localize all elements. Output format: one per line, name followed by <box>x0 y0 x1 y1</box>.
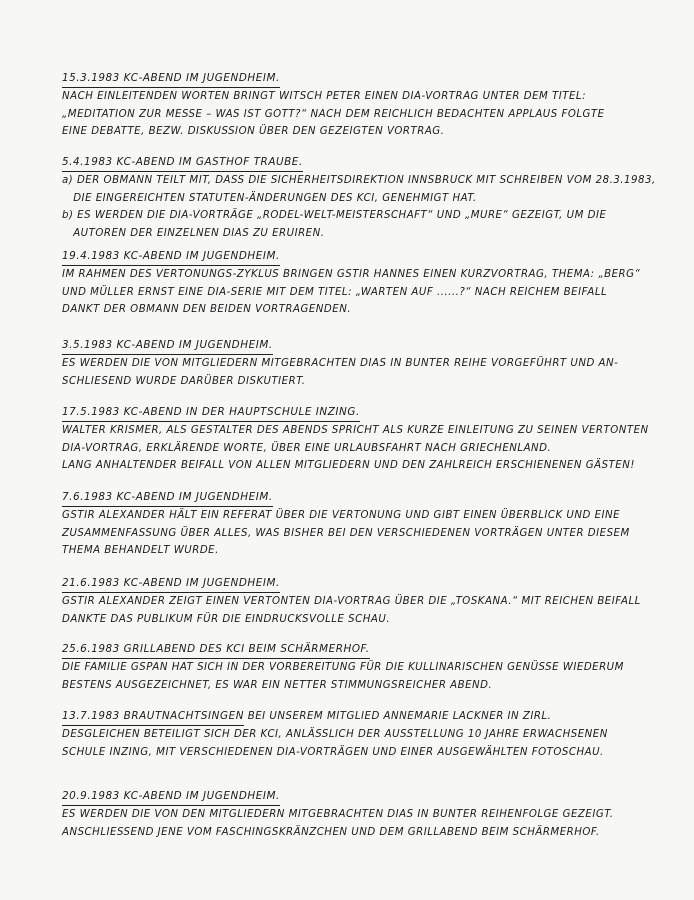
entry-text-line: GSTIR ALEXANDER HÄLT EIN REFERAT ÜBER DIE VERTONUNG UND GIBT EINEN ÜBERBLICK UND EINE <box>62 510 621 521</box>
entry-text-line: ZUSAMMENFASSUNG ÜBER ALLES, WAS BISHER BEI DEN VERSCHIEDENEN VORTRÄGEN UNTER DIESEM <box>62 527 630 539</box>
entry-text-line: a) DER OBMANN TEILT MIT, DASS DIE SICHERHEITSDIREKTION INNSBRUCK MIT SCHREIBEN VOM 28.3.1983, <box>62 175 656 186</box>
entry-text-line: SCHLIESEND WURDE DARÜBER DISKUTIERT. <box>62 375 306 387</box>
entry-title: 20.9.1983 KC-ABEND IM JUGENDHEIM. <box>62 788 280 806</box>
entry-title-row <box>62 400 649 422</box>
entry-title-row <box>62 704 608 726</box>
entry-title: 5.4.1983 KC-ABEND IM GASTHOF TRAUBE. <box>62 154 303 172</box>
entry-text-line: IM RAHMEN DES VERTONUNGS-ZYKLUS BRINGEN GSTIR HANNES EINEN KURZVORTRAG, THEMA: „BERG“ <box>62 269 641 280</box>
entry-text-line: DIA-VORTRAG, ERKLÄRENDE WORTE, ÜBER EINE URLAUBSFAHRT NACH GRIECHENLAND. <box>62 442 552 454</box>
entry-title: 19.4.1983 KC-ABEND IM JUGENDHEIM. <box>62 248 280 266</box>
entry-title: 17.5.1983 KC-ABEND IN DER HAUPTSCHULE INZING. <box>62 404 360 422</box>
entry-text-line: NACH EINLEITENDEN WORTEN BRINGT WITSCH PETER EINEN DIA-VORTRAG UNTER DEM TITEL: <box>62 91 587 102</box>
entry-text-line: b) ES WERDEN DIE DIA-VORTRÄGE „RODEL-WELT-MEISTERSCHAFT“ UND „MURE“ GEZEIGT, UM DIE <box>62 210 607 221</box>
entry-title-row <box>62 333 618 355</box>
entry-title-row <box>62 150 656 172</box>
entry-text-line: DESGLEICHEN BETEILIGT SICH DER KCI, ANLÄSSLICH DER AUSSTELLUNG 10 JAHRE ERWACHSENEN <box>62 729 608 740</box>
entry-text-line: LANG ANHALTENDER BEIFALL VON ALLEN MITGLIEDERN UND DEN ZAHLREICH ERSCHIENENEN GÄSTEN! <box>62 460 635 471</box>
entry-title: 21.6.1983 KC-ABEND IM JUGENDHEIM. <box>62 575 280 593</box>
entry-text-line: EINE DEBATTE, BEZW. DISKUSSION ÜBER DEN GEZEIGTEN VORTRAG. <box>62 126 445 137</box>
entry <box>62 571 641 628</box>
entry <box>62 244 640 319</box>
entry <box>62 66 605 141</box>
entry-text-line: BESTENS AUSGEZEICHNET, ES WAR EIN NETTER STIMMUNGSREICHER ABEND. <box>62 679 493 691</box>
entry-text-line: ES WERDEN DIE VON MITGLIEDERN MITGEBRACHTEN DIAS IN BUNTER REIHE VORGEFÜHRT UND AN- <box>62 358 619 369</box>
entry-text-line: ES WERDEN DIE VON DEN MITGLIEDERN MITGEBRACHTEN DIAS IN BUNTER REIHENFOLGE GEZEIGT. <box>62 809 614 820</box>
entry-text-line: DANKT DER OBMANN DEN BEIDEN VORTRAGENDEN. <box>62 304 352 315</box>
entry <box>62 485 630 560</box>
entry-title: 15.3.1983 KC-ABEND IM JUGENDHEIM. <box>62 70 280 88</box>
entry-text-line: SCHULE INZING, MIT VERSCHIEDENEN DIA-VORTRÄGEN UND EINER AUSGEWÄHLTEN FOTOSCHAU. <box>62 746 604 758</box>
entry-title: 3.5.1983 KC-ABEND IM JUGENDHEIM. <box>62 337 273 355</box>
entry-title-row <box>62 66 605 88</box>
entry-text-line: DIE EINGEREICHTEN STATUTEN-ÄNDERUNGEN DES KCI, GENEHMIGT HAT. <box>62 192 477 204</box>
entry-title-row <box>62 784 614 806</box>
entry-title: 7.6.1983 KC-ABEND IM JUGENDHEIM. <box>62 489 273 507</box>
entry-title: 25.6.1983 GRILLABEND DES KCI BEIM SCHÄRMERHOF. <box>62 641 370 659</box>
entry-text-line: UND MÜLLER ERNST EINE DIA-SERIE MIT DEM TITEL: „WARTEN AUF ......?“ NACH REICHEM BEIFALL <box>62 286 608 298</box>
entry <box>62 150 656 242</box>
entry-text-line: WALTER KRISMER, ALS GESTALTER DES ABENDS SPRICHT ALS KURZE EINLEITUNG ZU SEINEN VERTONTEN <box>62 425 649 436</box>
entry <box>62 333 618 390</box>
entry-text-line: „MEDITATION ZUR MESSE – WAS IST GOTT?“ NACH DEM REICHLICH BEDACHTEN APPLAUS FOLGTE <box>62 108 605 120</box>
entry <box>62 400 649 475</box>
entry-text-line: GSTIR ALEXANDER ZEIGT EINEN VERTONTEN DIA-VORTRAG ÜBER DIE „TOSKANA.“ MIT REICHEN BEIFALL <box>62 596 641 607</box>
entry-text-line: THEMA BEHANDELT WURDE. <box>62 545 219 556</box>
entry-text-line: DIE FAMILIE GSPAN HAT SICH IN DER VORBEREITUNG FÜR DIE KULLINARISCHEN GENÜSSE WIEDERUM <box>62 662 624 673</box>
entry <box>62 637 624 694</box>
entry-title-rest: BEI UNSEREM MITGLIED ANNEMARIE LACKNER IN ZIRL. <box>244 711 552 722</box>
entry-title-row <box>62 244 640 266</box>
entry-text-line: DANKTE DAS PUBLIKUM FÜR DIE EINDRUCKSVOLLE SCHAU. <box>62 613 391 625</box>
entry <box>62 784 614 841</box>
entry <box>62 704 608 761</box>
entry-title-row <box>62 485 630 507</box>
entry-text-line: AUTOREN DER EINZELNEN DIAS ZU ERUIREN. <box>62 227 325 239</box>
entry-title-row <box>62 637 624 659</box>
entry-title: 13.7.1983 BRAUTNACHTSINGEN <box>62 708 244 726</box>
entry-title-row <box>62 571 641 593</box>
entry-text-line: ANSCHLIESSEND JENE VOM FASCHINGSKRÄNZCHEN UND DEM GRILLABEND BEIM SCHÄRMERHOF. <box>62 826 600 838</box>
